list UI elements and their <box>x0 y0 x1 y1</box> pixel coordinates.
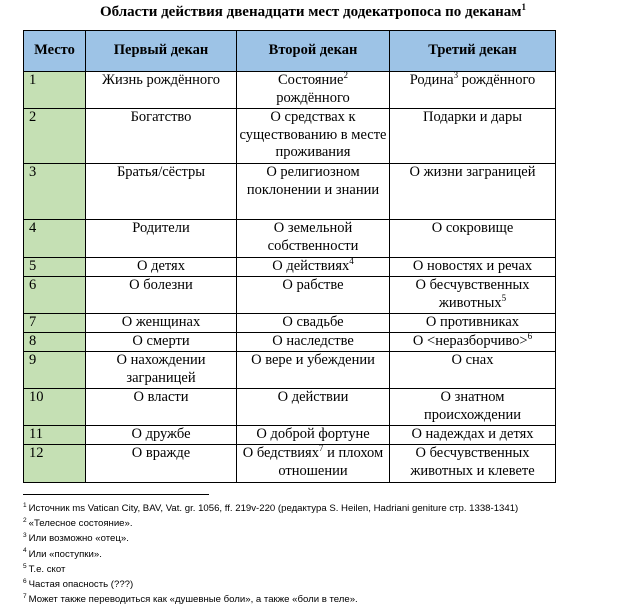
footnote-ref[interactable]: 2 <box>343 71 348 81</box>
place-number: 7 <box>24 314 86 333</box>
first-decan-cell: О вражде <box>86 445 237 483</box>
second-decan-cell: О доброй фортуне <box>237 426 390 445</box>
second-decan-cell: О вере и убеждении <box>237 352 390 389</box>
table-row <box>24 426 556 445</box>
footnote: $^5$ Т.е. скот <box>23 562 66 575</box>
first-decan-cell: О нахождении заграницей <box>86 352 237 389</box>
place-number: 3 <box>24 164 86 220</box>
place-number: 8 <box>24 333 86 352</box>
table-row <box>24 109 556 164</box>
place-number: 9 <box>24 352 86 389</box>
third-decan-cell: О бесчувственных животных и клевете <box>390 445 556 483</box>
place-number: 1 <box>24 72 86 109</box>
second-decan-cell: О бедствиях$^7$ и плохом отношении <box>237 445 390 483</box>
second-decan-cell: О действии <box>237 389 390 426</box>
second-decan-cell: О религиозном поклонении и знании <box>237 164 390 220</box>
first-decan-cell: О дружбе <box>86 426 237 445</box>
header-third-decan: Третий декан <box>390 31 556 72</box>
third-decan-cell: О новостях и речах <box>390 258 556 277</box>
footnote: $^6$ Частая опасность (???) <box>23 577 134 590</box>
table-row <box>24 164 556 220</box>
table-row <box>24 258 556 277</box>
document-title <box>0 3 626 21</box>
footnote-ref[interactable]: 6 <box>527 332 533 342</box>
third-decan-cell: О противниках <box>390 314 556 333</box>
table-row <box>24 220 556 258</box>
place-number: 12 <box>24 445 86 483</box>
third-decan-cell: О снах <box>390 352 556 389</box>
table-row <box>24 72 556 109</box>
place-number: 4 <box>24 220 86 258</box>
table-row <box>24 352 556 389</box>
place-number: 6 <box>24 277 86 314</box>
footnote: $^3$ Или возможно «отец». <box>23 532 129 545</box>
first-decan-cell: Жизнь рождённого <box>86 72 237 109</box>
first-decan-cell: Братья/сёстры <box>86 164 237 220</box>
place-number: 11 <box>24 426 86 445</box>
table-row <box>24 314 556 333</box>
place-number: 5 <box>24 258 86 277</box>
second-decan-cell: О средствах к существованию в месте проживания <box>237 109 390 164</box>
first-decan-cell: О болезни <box>86 277 237 314</box>
footnote-ref[interactable]: 7 <box>318 444 324 454</box>
place-number: 2 <box>24 109 86 164</box>
second-decan-cell: О действиях$^4$ <box>237 258 390 277</box>
footnotes <box>23 501 623 607</box>
second-decan-cell: О свадьбе <box>237 314 390 333</box>
first-decan-cell: О смерти <box>86 333 237 352</box>
second-decan-cell: Состояние$^2$ рождённого <box>237 72 390 109</box>
first-decan-cell: О детях <box>86 258 237 277</box>
third-decan-cell: О знатном происхождении <box>390 389 556 426</box>
second-decan-cell: О наследстве <box>237 333 390 352</box>
footnote-ref[interactable]: 5 <box>501 292 507 303</box>
footnote-ref[interactable]: 4 <box>349 257 354 267</box>
table-row <box>24 333 556 352</box>
table-row <box>24 445 556 483</box>
third-decan-cell: О <неразборчиво>$^6$ <box>390 333 556 352</box>
header-first-decan: Первый декан <box>86 31 237 72</box>
table-row <box>24 389 556 426</box>
second-decan-cell: О рабстве <box>237 277 390 314</box>
first-decan-cell: О женщинах <box>86 314 237 333</box>
footnote: $^2$ «Телесное состояние». <box>23 517 133 530</box>
header-place: Место <box>24 31 86 72</box>
table-header-row <box>24 31 556 72</box>
first-decan-cell: О власти <box>86 389 237 426</box>
first-decan-cell: Богатство <box>86 109 237 164</box>
footnote: $^1$ Источник ms Vatican City, BAV, Vat. gr. 1056, ff. 219v-220 (редактура S. Heilen, Hadriani geniture стр. 1338-1341) <box>23 501 519 514</box>
third-decan-cell: О бесчувственных животных$^5$ <box>390 277 556 314</box>
title-text: Области действия двенадцати мест додекатропоса по деканам <box>99 4 522 20</box>
third-decan-cell: О жизни заграницей <box>390 164 556 220</box>
third-decan-cell: Подарки и дары <box>390 109 556 164</box>
footnote: $^4$ Или «поступки». <box>23 547 102 560</box>
footnote-ref[interactable]: 3 <box>453 71 459 81</box>
title-footnote-ref[interactable]: 1 <box>521 2 527 12</box>
first-decan-cell: Родители <box>86 220 237 258</box>
footnote: $^7$ Может также переводиться как «душевные боли», а также «боли в теле». <box>23 592 358 606</box>
header-second-decan: Второй декан <box>237 31 390 72</box>
footnote-separator <box>23 494 209 495</box>
third-decan-cell: О сокровище <box>390 220 556 258</box>
place-number: 10 <box>24 389 86 426</box>
third-decan-cell: О надеждах и детях <box>390 426 556 445</box>
second-decan-cell: О земельной собственности <box>237 220 390 258</box>
third-decan-cell: Родина$^3$ рождённого <box>390 72 556 109</box>
table-row <box>24 277 556 314</box>
decans-table <box>23 30 556 483</box>
